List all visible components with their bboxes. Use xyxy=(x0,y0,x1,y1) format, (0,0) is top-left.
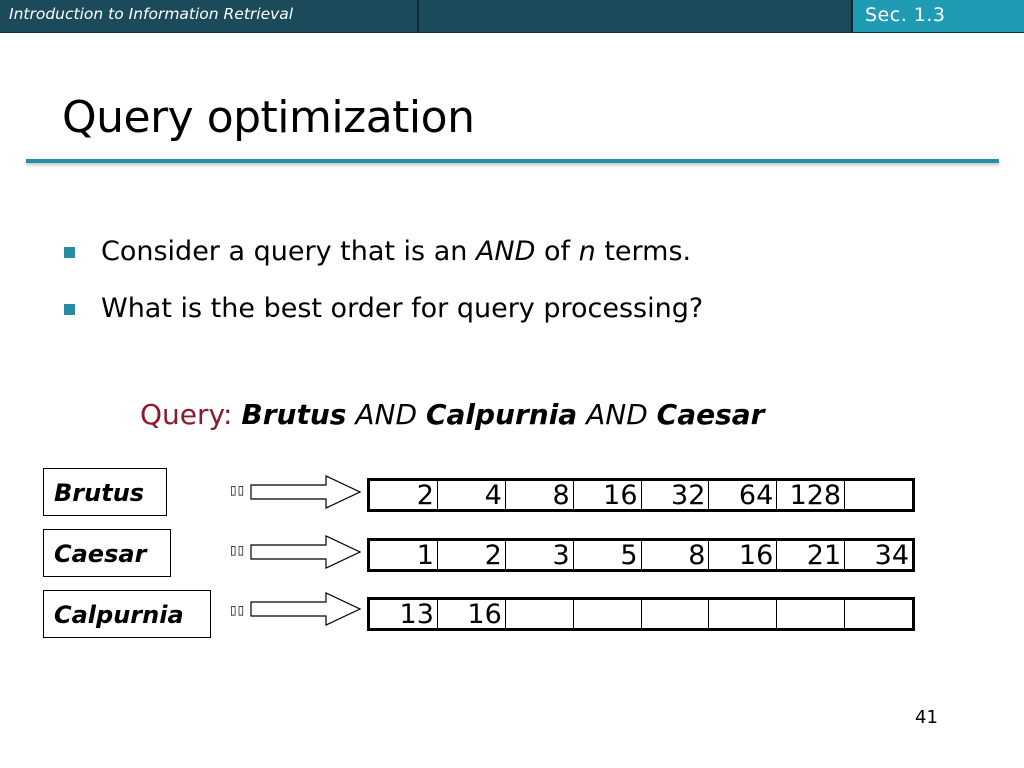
posting-cell xyxy=(506,600,574,628)
bullet-text-part: terms. xyxy=(595,236,692,267)
posting-cell: 32 xyxy=(642,481,710,509)
query-term: Brutus xyxy=(241,398,347,431)
pointer-glyphs: ▯▯ xyxy=(230,483,246,497)
bullet-square-icon xyxy=(64,247,75,258)
header-divider xyxy=(417,0,419,32)
bullet-square-icon xyxy=(64,304,75,315)
course-title: Introduction to Information Retrieval xyxy=(9,5,294,23)
posting-cell: 16 xyxy=(709,541,777,569)
bullet-text-part: Consider a query that is an xyxy=(101,236,476,267)
slide-title: Query optimization xyxy=(62,92,475,143)
bullet-emphasis: n xyxy=(578,236,596,267)
posting-cell: 5 xyxy=(574,541,642,569)
query-line xyxy=(140,398,764,431)
posting-cell: 1 xyxy=(370,541,438,569)
term-box-calpurnia: Calpurnia xyxy=(43,590,211,638)
query-operator: AND xyxy=(577,398,657,431)
posting-list-brutus xyxy=(367,478,915,512)
posting-cell xyxy=(574,600,642,628)
section-badge xyxy=(853,0,1024,32)
query-term: Caesar xyxy=(656,398,765,431)
posting-cell xyxy=(845,600,912,628)
title-underline xyxy=(26,159,999,163)
posting-cell xyxy=(709,600,777,628)
bullet-emphasis: AND xyxy=(475,236,536,267)
arrow-icon xyxy=(250,535,362,571)
arrow-icon xyxy=(250,592,362,628)
posting-cell: 34 xyxy=(874,541,909,569)
posting-cell: 13 xyxy=(370,600,438,628)
posting-cell xyxy=(642,600,710,628)
term-box-caesar: Caesar xyxy=(43,529,171,577)
posting-cell: 16 xyxy=(574,481,642,509)
bullet-text-part: of xyxy=(535,236,579,267)
bullet-text xyxy=(101,236,691,267)
posting-cell xyxy=(845,481,912,509)
query-prefix: Query: xyxy=(140,398,242,431)
posting-cell: 8 xyxy=(506,481,574,509)
posting-cell: 3 xyxy=(506,541,574,569)
posting-cell: 2 xyxy=(370,481,438,509)
posting-cell: 64 xyxy=(709,481,777,509)
posting-cell xyxy=(777,600,845,628)
posting-cell: 16 xyxy=(438,600,506,628)
query-term: Calpurnia xyxy=(425,398,578,431)
posting-cell: 8 xyxy=(642,541,710,569)
query-operator: AND xyxy=(346,398,426,431)
posting-list-calpurnia xyxy=(367,597,915,631)
posting-cell: 128 xyxy=(777,481,845,509)
page-number: 41 xyxy=(915,707,938,728)
term-box-brutus: Brutus xyxy=(43,468,167,516)
section-label: Sec. 1.3 xyxy=(865,4,946,26)
posting-cell: 2 xyxy=(438,541,506,569)
pointer-glyphs: ▯▯ xyxy=(230,543,246,557)
bullet-text: What is the best order for query processing? xyxy=(101,293,704,324)
arrow-icon xyxy=(250,475,362,511)
pointer-glyphs: ▯▯ xyxy=(230,603,246,617)
posting-list-caesar xyxy=(367,538,915,572)
posting-cell: 4 xyxy=(438,481,506,509)
posting-cell: 21 xyxy=(777,541,845,569)
header-bar xyxy=(0,0,1024,33)
